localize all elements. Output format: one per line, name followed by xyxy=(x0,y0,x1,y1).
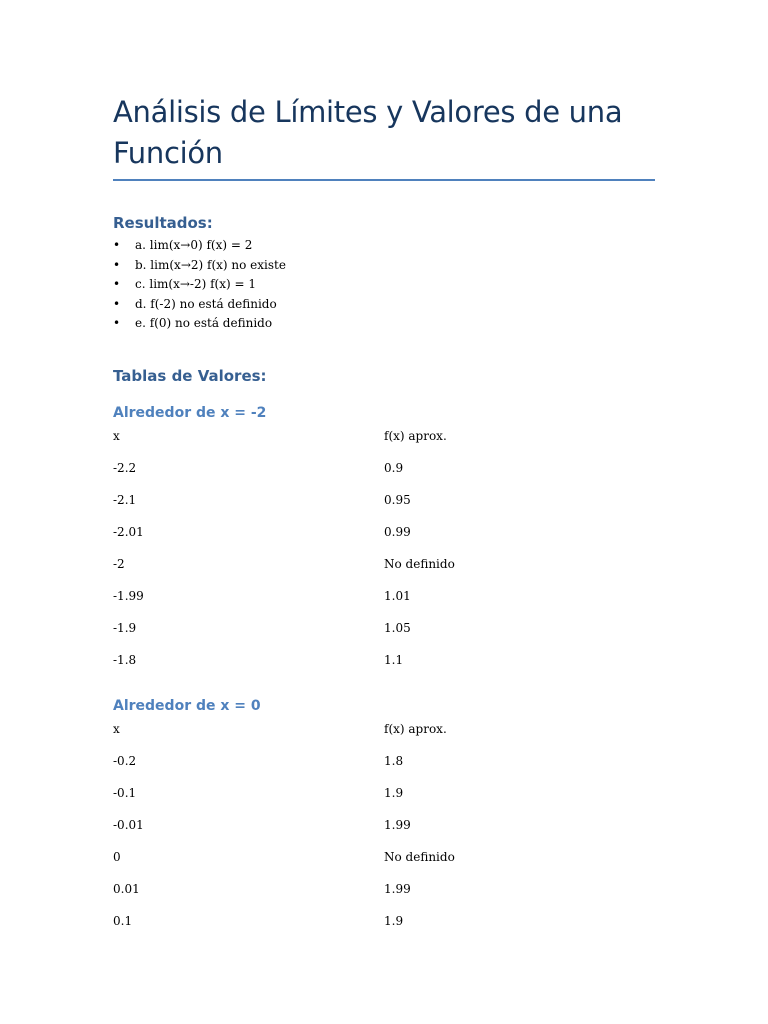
table-row xyxy=(113,817,655,849)
tables-heading: Tablas de Valores: xyxy=(113,367,267,385)
cell-fx: 0.99 xyxy=(384,525,411,539)
column-header-fx: f(x) aprox. xyxy=(384,429,447,443)
list-item: • a. lim(x→0) f(x) = 2 xyxy=(113,236,286,256)
cell-fx: 1.99 xyxy=(384,818,411,832)
cell-fx: 1.8 xyxy=(384,754,404,768)
table-around-zero xyxy=(113,721,655,945)
table-row xyxy=(113,849,655,881)
list-item: • e. f(0) no está definido xyxy=(113,314,286,334)
table-row xyxy=(113,913,655,945)
cell-fx: No definido xyxy=(384,850,455,864)
cell-x: -2.1 xyxy=(113,493,137,507)
table-row xyxy=(113,556,655,588)
cell-fx: 1.9 xyxy=(384,786,404,800)
table-row xyxy=(113,652,655,684)
cell-x: -1.99 xyxy=(113,589,144,603)
cell-fx: 0.9 xyxy=(384,461,404,475)
table-row xyxy=(113,881,655,913)
bullet-icon: • xyxy=(113,257,121,272)
cell-x: -1.8 xyxy=(113,653,137,667)
cell-fx: No definido xyxy=(384,557,455,571)
results-heading: Resultados: xyxy=(113,214,213,232)
table-around-minus2 xyxy=(113,428,655,684)
cell-x: 0.01 xyxy=(113,882,140,896)
table-row xyxy=(113,588,655,620)
cell-x: -2.01 xyxy=(113,525,144,539)
table-zero-heading: Alrededor de x = 0 xyxy=(113,698,261,714)
table-minus2-heading: Alrededor de x = -2 xyxy=(113,405,267,421)
table-row xyxy=(113,620,655,652)
column-header-fx: f(x) aprox. xyxy=(384,722,447,736)
list-item: • b. lim(x→2) f(x) no existe xyxy=(113,256,286,276)
list-item: • c. lim(x→-2) f(x) = 1 xyxy=(113,275,286,295)
document-title: Análisis de Límites y Valores de una Función xyxy=(113,95,623,170)
cell-fx: 1.05 xyxy=(384,621,411,635)
bullet-icon: • xyxy=(113,296,121,311)
cell-x: -2.2 xyxy=(113,461,137,475)
cell-fx: 1.9 xyxy=(384,914,404,928)
table-row xyxy=(113,524,655,556)
bullet-icon: • xyxy=(113,316,121,330)
cell-x: -0.1 xyxy=(113,786,137,800)
cell-x: -0.2 xyxy=(113,754,137,768)
table-header-row xyxy=(113,428,655,460)
cell-fx: 1.1 xyxy=(384,653,404,667)
table-row xyxy=(113,753,655,785)
title-underline xyxy=(113,179,655,181)
cell-x: 0 xyxy=(113,850,121,864)
bullet-icon: • xyxy=(113,238,121,252)
list-item: • d. f(-2) no está definido xyxy=(113,295,286,315)
table-row xyxy=(113,460,655,492)
cell-x: -0.01 xyxy=(113,818,144,832)
cell-x: -1.9 xyxy=(113,621,137,635)
cell-x: -2 xyxy=(113,557,125,571)
cell-x: 0.1 xyxy=(113,914,133,928)
cell-fx: 1.99 xyxy=(384,882,411,896)
results-list xyxy=(113,236,286,334)
table-header-row xyxy=(113,721,655,753)
column-header-x: x xyxy=(113,722,120,736)
table-row xyxy=(113,785,655,817)
bullet-icon: • xyxy=(113,277,121,291)
table-row xyxy=(113,492,655,524)
column-header-x: x xyxy=(113,429,120,443)
cell-fx: 0.95 xyxy=(384,493,411,507)
cell-fx: 1.01 xyxy=(384,589,411,603)
